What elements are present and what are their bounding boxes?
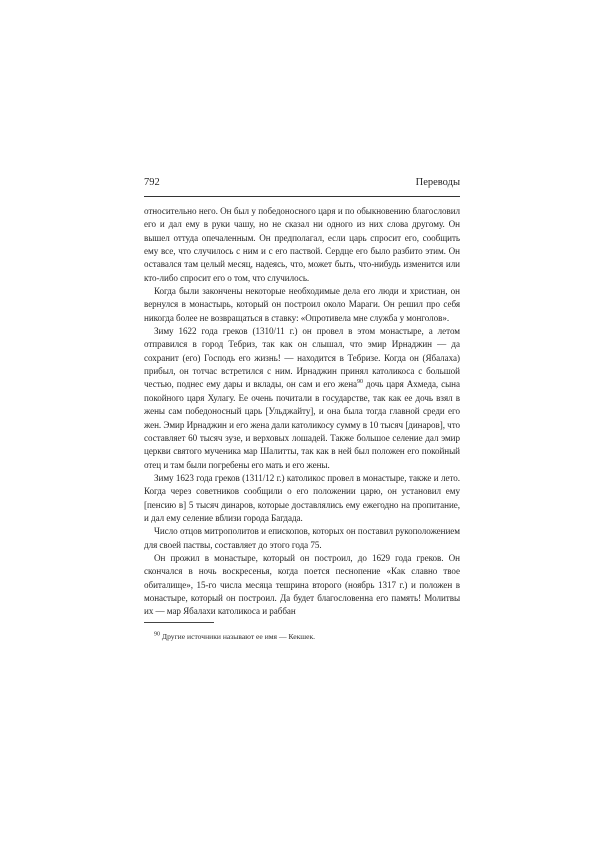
footnote-reference: 90 [357,379,363,386]
paragraph: Зиму 1623 года греков (1311/12 г.) католикос провел в монастыре, также и лето. Когда через советников сообщили о его положении царю, он установил ему [пенсию в] 5 тысяч динаров, которые доставлялись ему ежегодно на пропитание, и дал ему селение вблизи города Багдада. [144,472,460,523]
footnote-area [144,622,460,642]
header-rule [144,196,460,197]
paragraph-text: дочь царя Ахмеда, сына покойного царя Хулагу. Ее очень почитали в государстве, так как ее дочь взял в жены сам победоносный царь [Ульджайту], и она была тогда главной среди его жен. Эмир Ирнаджин и его жена дали католикосу сумму в 10 тысяч [динаров], что составляет 60 тысяч зузе, и верховых лошадей. Также большое селение дал эмир церкви святого мученика мар Шалитты, так как в ней был положен его покойный отец и там были погребены его мать и его жены. [144,379,460,470]
paragraph-text: Зиму 1622 года греков (1310/11 г.) он провел в этом монастыре, а летом отправился в город Тебриз, так как он слышал, что эмир Ирнаджин — да сохранит (его) Господь его жизнь! — находится в Тебризе. Когда он (Ябалаха) прибыл, он тотчас встретился с ним. Ирнаджин принял католикоса с большой честью, поднес ему дары и вклады, он сам и его жена [144,326,460,390]
paragraph: относительно него. Он был у победоносного царя и по обыкновению благословил его и дал ему в руки чашу, но не сказал ни одного из них слова другому. Он вышел оттуда опечаленным. Он предполагал, если царь спросит его, сообщить ему все, что случилось с ним и с его паствой. Сердце его было разбито этим. Он оставался там целый месяц, надеясь, что, может быть, что-нибудь изменится или кто-либо спросит его о том, что случилось. [144,206,460,283]
footnote-marker: 90 [154,631,160,638]
body-text [144,205,460,619]
paragraph: Число отцов митрополитов и епископов, которых он поставил рукоположением для своей паствы, составляет до этого года 75. [144,526,460,550]
footnote [144,631,460,642]
page-content [144,176,460,619]
paragraph: Когда были закончены некоторые необходимые дела его люди и христиан, он вернулся в монастырь, который он построил около Мараги. Он решил про себя никогда более не возвращаться в ставку: «Опротивела мне служба у монголов». [144,286,460,323]
footnote-rule [144,622,214,623]
paragraph: Он прожил в монастыре, который он построил, до 1629 года греков. Он скончался в ночь воскресенья, когда поется песнопение «Как славно твое обиталище», 15-го числа месяца тешрина второго (ноябрь 1317 г.) и положен в монастыре, который он построил. Да будет благословенна его память! Молитвы их — мар Ябалахи католикоса и раббан [144,552,460,617]
footnote-text: Другие источники называют ее имя — Кекшек. [160,632,316,641]
running-header [144,176,460,190]
paragraph [144,325,460,472]
page-number: 792 [144,177,160,188]
section-title: Переводы [415,177,460,188]
